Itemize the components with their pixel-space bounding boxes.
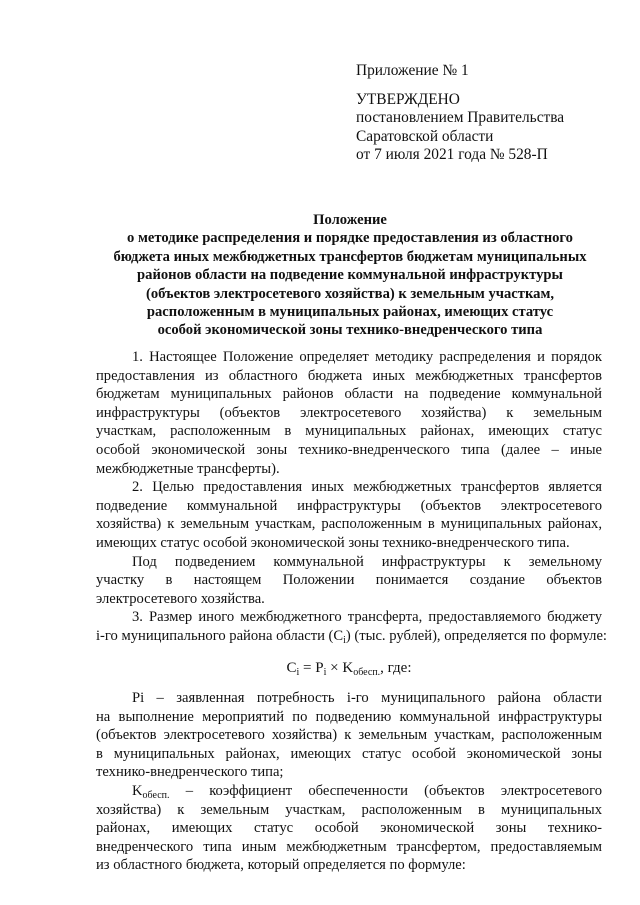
text-line: предоставления из областного бюджета иных межбюджетных трансфертов [96,367,602,384]
formula-symbol: K [132,783,143,800]
text-line: районах, имеющих статус особой экономической зоны технико- [96,820,602,837]
formula-symbol: , где: [380,659,412,676]
text-line [96,627,607,646]
subscript: i [323,666,327,678]
text-line: (объектов электросетевого хозяйства) к земельным участкам, расположенным [96,727,602,744]
text-line: подведение коммунальной инфраструктуры (объектов электросетевого [96,497,602,514]
subscript: i [343,634,346,646]
text-line: имеющих статус особой экономической зоны технико-внедренческого типа. [96,534,570,551]
text-fragment: i-го муниципального района области (C [96,627,344,644]
title-line: о методике распределения и порядке предоставления из областного [127,230,573,247]
text-line: инфраструктуры (объектов электросетевого хозяйства) к земельным [96,404,602,421]
text-line: 2. Целью предоставления иных межбюджетных трансфертов является [132,479,602,496]
paragraph-4 [96,608,607,646]
paragraph-2 [96,478,602,552]
text-line: участку в настоящем Положении понимается создание объектов [96,572,602,589]
title-line: районов области на подведение коммунальной инфраструктуры [137,267,563,284]
paragraph-6 [96,782,602,875]
text-fragment: ) (тыс. рублей), определяется по формуле: [345,627,607,644]
title-line: бюджета иных межбюджетных трансфертов бюджетам муниципальных [113,248,587,265]
approval-line: постановлением Правительства [356,109,565,126]
text-line: хозяйства) к земельным участкам, расположенным в муниципальных [96,801,602,818]
paragraph-1 [96,348,602,478]
text-line: 3. Размер иного межбюджетного трансферта, предоставляемого бюджету [132,609,602,626]
approval-line: от 7 июля 2021 года № 528-П [356,146,548,163]
text-line: Pi – заявленная потребность i-го муниципального района области [132,690,602,707]
subscript: i [296,666,300,678]
subscript: обесп. [353,666,381,678]
subscript: обесп. [142,790,170,802]
approval-line: Саратовской области [356,127,494,145]
appendix-label: Приложение № 1 [356,62,469,79]
document-body [96,348,607,875]
title-heading: Положение [313,212,387,228]
text-line: бюджетам муниципальных районов области на подведение коммунальной [96,386,602,403]
approved-label: УТВЕРЖДЕНО [356,90,460,108]
formula-symbol: C [286,659,297,676]
title-line: (объектов электросетевого хозяйства) к земельным участкам, [145,285,555,302]
title-line: особой экономической зоны технико-внедренческого типа [157,322,543,339]
text-line: в муниципальных районах, имеющих статус особой экономической зоны [96,745,602,762]
text-fragment: – коэффициент обеспеченности (объектов электросетевого [169,783,602,800]
text-line: из областного бюджета, который определяется по формуле: [96,857,466,874]
text-line: участкам, расположенным в муниципальных районах, имеющих статус [96,423,602,440]
text-line: внедренческого типа иным межбюджетным трансфертом, предоставляемым [96,838,602,855]
title-line: расположенным в муниципальных районах, имеющих статус [146,304,554,321]
text-line: особой экономической зоны технико-внедренческого типа (далее – иные [96,441,602,458]
text-line: на выполнение мероприятий по подведению коммунальной инфраструктуры [96,708,602,725]
paragraph-3 [96,553,602,609]
text-line: технико-внедренческого типа; [96,764,284,781]
text-line: хозяйства) к земельным участкам, расположенным в муниципальных районах, [96,516,602,533]
approval-stamp [356,62,626,165]
text-line: межбюджетные трансферты). [96,460,280,477]
document-title [88,211,612,340]
text-line: Под подведением коммунальной инфраструктуры к земельному [132,553,602,570]
text-line: электросетевого хозяйства. [96,590,265,607]
text-line [96,782,602,801]
paragraph-5 [96,689,602,782]
formula-ci [96,659,602,678]
formula-symbol: × K [326,659,354,676]
text-line: 1. Настоящее Положение определяет методику распределения и порядок [132,349,602,365]
formula-symbol: = P [299,659,324,676]
